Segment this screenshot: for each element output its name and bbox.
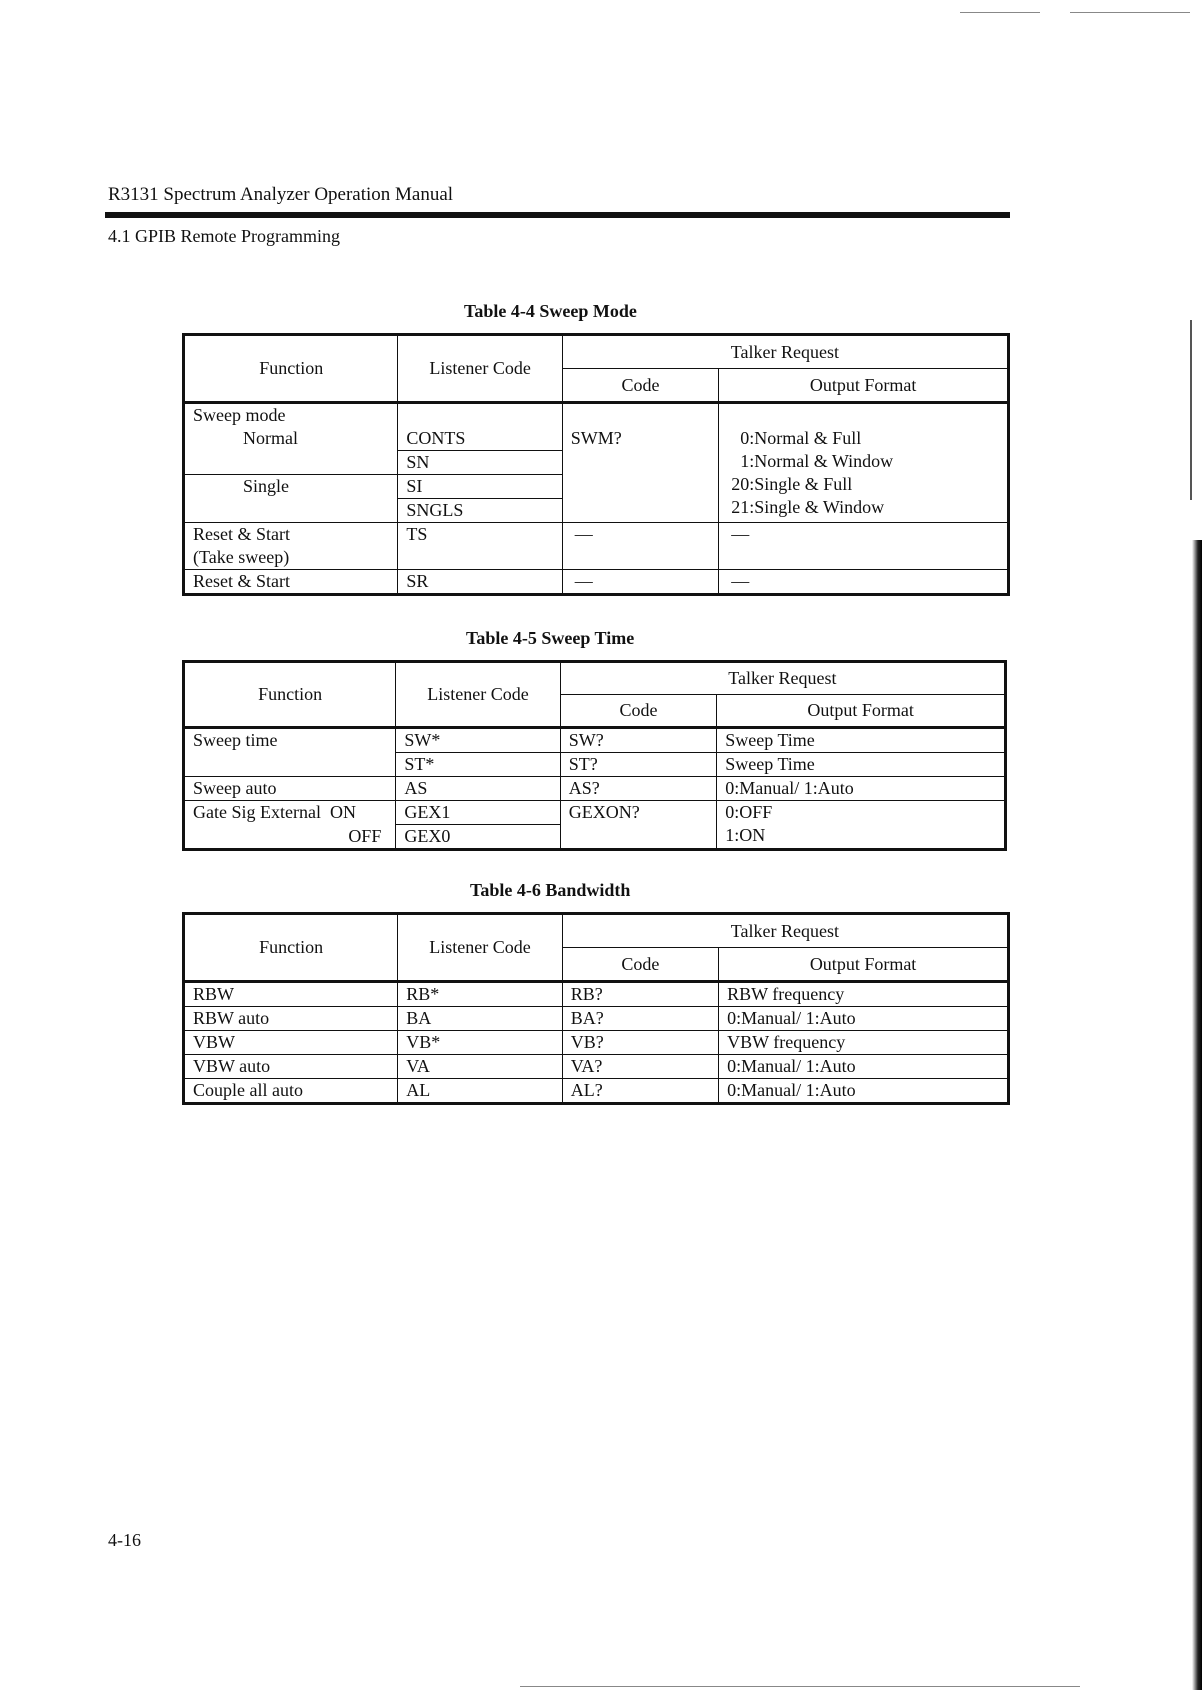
cell-si: SI xyxy=(398,475,562,499)
scan-dash xyxy=(960,12,1040,13)
table-4-6-caption: Table 4-6 Bandwidth xyxy=(470,880,631,900)
cell-sngls: SNGLS xyxy=(398,499,562,523)
table-sweep-mode xyxy=(182,333,1010,596)
cell-swq: SW? xyxy=(560,728,717,753)
table-row: RBW RB* RB? RBW frequency xyxy=(184,982,1009,1007)
col-listener: Listener Code xyxy=(398,914,562,982)
manual-title: R3131 Spectrum Analyzer Operation Manual xyxy=(108,184,454,205)
col-output: Output Format xyxy=(719,948,1009,982)
table-bandwidth xyxy=(182,912,1010,1105)
col-talker: Talker Request xyxy=(562,914,1008,948)
cell-sr: SR xyxy=(398,570,562,595)
table-row: VBW auto VA VA? 0:Manual/ 1:Auto xyxy=(184,1055,1009,1079)
cell-sr-format: — xyxy=(719,570,1009,595)
cell-asq: AS? xyxy=(560,777,717,801)
cell-gate: Gate Sig External ON xyxy=(184,801,396,825)
cell-sn: SN xyxy=(398,451,562,475)
header-rule xyxy=(105,212,1010,218)
col-code: Code xyxy=(562,948,718,982)
col-code: Code xyxy=(560,695,717,728)
cell-normal: Normal xyxy=(184,427,398,475)
cell-gexon: GEXON? xyxy=(560,801,717,850)
cell-swm: SWM? xyxy=(562,403,718,523)
cell-sweep-mode: Sweep mode xyxy=(184,403,398,428)
table-4-5-caption: Table 4-5 Sweep Time xyxy=(466,628,635,648)
table-sweep-time xyxy=(182,660,1007,851)
cell-ts-format: — xyxy=(719,523,1009,570)
col-function: Function xyxy=(184,335,398,403)
table-row: VBW VB* VB? VBW frequency xyxy=(184,1031,1009,1055)
scan-edge-shadow xyxy=(1192,540,1202,1690)
col-output: Output Format xyxy=(719,369,1009,403)
cell-sweep-auto: Sweep auto xyxy=(184,777,396,801)
cell-as-format: 0:Manual/ 1:Auto xyxy=(717,777,1006,801)
cell-gex0: GEX0 xyxy=(396,825,560,850)
cell-gex1: GEX1 xyxy=(396,801,560,825)
cell-st-format: Sweep Time xyxy=(717,753,1006,777)
page-number: 4-16 xyxy=(108,1530,141,1550)
cell-swm-format: 0:Normal & Full 1:Normal & Window 20:Single & Full 21:Single & Window xyxy=(719,403,1009,523)
cell-single: Single xyxy=(184,475,398,523)
col-listener: Listener Code xyxy=(396,662,560,728)
cell-reset-start-2: Reset & Start xyxy=(184,570,398,595)
scan-dash xyxy=(1070,12,1190,13)
table-row: RBW auto BA BA? 0:Manual/ 1:Auto xyxy=(184,1007,1009,1031)
col-output: Output Format xyxy=(717,695,1006,728)
table-4-4-caption: Table 4-4 Sweep Mode xyxy=(464,301,637,321)
cell-gexon-format: 0:OFF 1:ON xyxy=(717,801,1006,850)
cell-reset-start: Reset & Start (Take sweep) xyxy=(184,523,398,570)
cell-stq: ST? xyxy=(560,753,717,777)
cell-ts: TS xyxy=(398,523,562,570)
col-talker: Talker Request xyxy=(560,662,1005,695)
col-function: Function xyxy=(184,914,398,982)
table-row: Couple all auto AL AL? 0:Manual/ 1:Auto xyxy=(184,1079,1009,1104)
scan-dash xyxy=(520,1686,1080,1687)
cell-sw-format: Sweep Time xyxy=(717,728,1006,753)
cell-as: AS xyxy=(396,777,560,801)
cell-sweep-time: Sweep time xyxy=(184,728,396,777)
col-function: Function xyxy=(184,662,396,728)
cell-st: ST* xyxy=(396,753,560,777)
col-talker: Talker Request xyxy=(562,335,1008,369)
cell-ts-code: — xyxy=(562,523,718,570)
scan-edge-line xyxy=(1190,320,1192,500)
cell-sr-code: — xyxy=(562,570,718,595)
col-listener: Listener Code xyxy=(398,335,562,403)
cell-conts: CONTS xyxy=(398,427,562,451)
cell-gate-off: OFF xyxy=(184,825,396,850)
section-title: 4.1 GPIB Remote Programming xyxy=(108,226,340,246)
col-code: Code xyxy=(562,369,718,403)
cell-sw: SW* xyxy=(396,728,560,753)
